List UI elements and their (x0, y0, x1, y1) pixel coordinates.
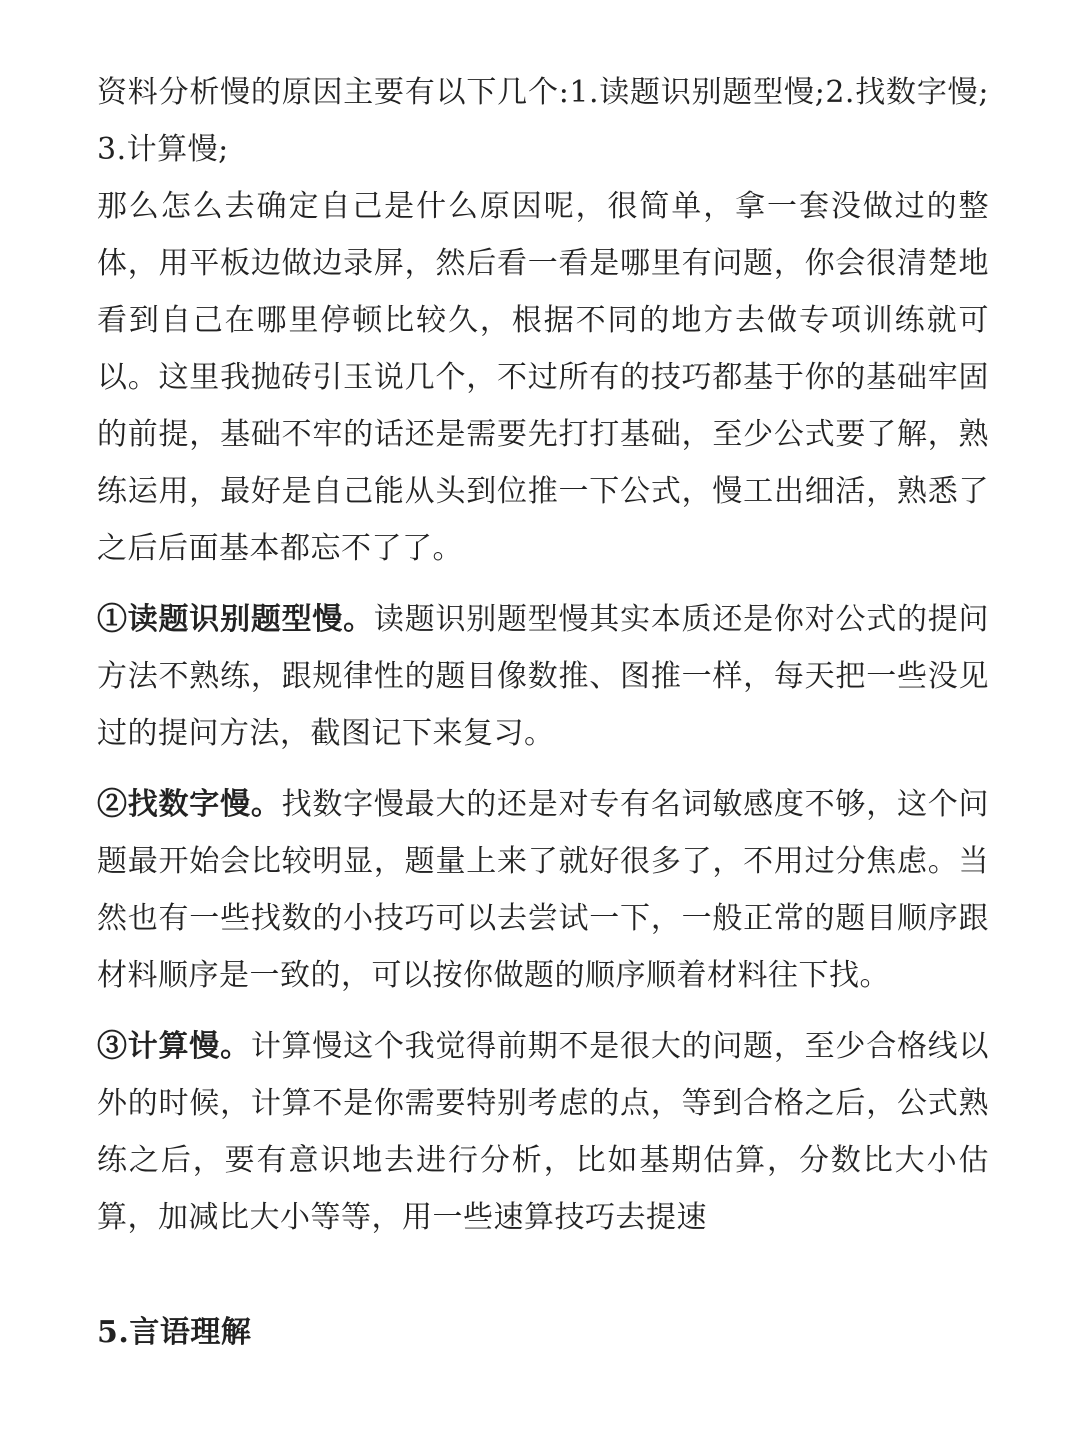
tip-calculation-slow-lead: ③计算慢。 (97, 1029, 251, 1064)
section-heading: 5.言语理解 (97, 1315, 252, 1350)
document-body (97, 64, 989, 1361)
tip-reading-slow-body: 读题识别题型慢其实本质还是你对公式的提问方法不熟练，跟规律性的题目像数推、图推一样，每天把一些没见过的提问方法，截图记下来复习。 (97, 602, 990, 751)
tip-finding-numbers-slow (97, 776, 989, 1004)
tip-finding-numbers-slow-body: 找数字慢最大的还是对专有名词敏感度不够，这个问题最开始会比较明显，题量上来了就好很多了，不用过分焦虑。当然也有一些找数的小技巧可以去尝试一下，一般正常的题目顺序跟材料顺序是一致的，可以按你做题的顺序顺着材料往下找。 (97, 787, 990, 993)
tip-reading-slow-lead: ①读题识别题型慢。 (97, 602, 374, 637)
intro-paragraph-method: 那么怎么去确定自己是什么原因呢，很简单，拿一套没做过的整体，用平板边做边录屏，然后看一看是哪里有问题，你会很清楚地看到自己在哪里停顿比较久，根据不同的地方去做专项训练就可以。这里我抛砖引玉说几个，不过所有的技巧都基于你的基础牢固的前提，基础不牢的话还是需要先打打基础，至少公式要了解，熟练运用，最好是自己能从头到位推一下公式，慢工出细活，熟悉了之后后面基本都忘不了了。 (97, 189, 989, 566)
intro-paragraph-causes: 资料分析慢的原因主要有以下几个:1.读题识别题型慢;2.找数字慢;3.计算慢; (97, 75, 989, 167)
tip-calculation-slow (97, 1018, 989, 1246)
tip-calculation-slow-body: 计算慢这个我觉得前期不是很大的问题，至少合格线以外的时候，计算不是你需要特别考虑的点，等到合格之后，公式熟练之后，要有意识地去进行分析，比如基期估算，分数比大小估算，加减比大小等等，用一些速算技巧去提速 (97, 1029, 990, 1235)
tip-finding-numbers-slow-lead: ②找数字慢。 (97, 787, 282, 822)
tip-reading-slow (97, 591, 989, 762)
